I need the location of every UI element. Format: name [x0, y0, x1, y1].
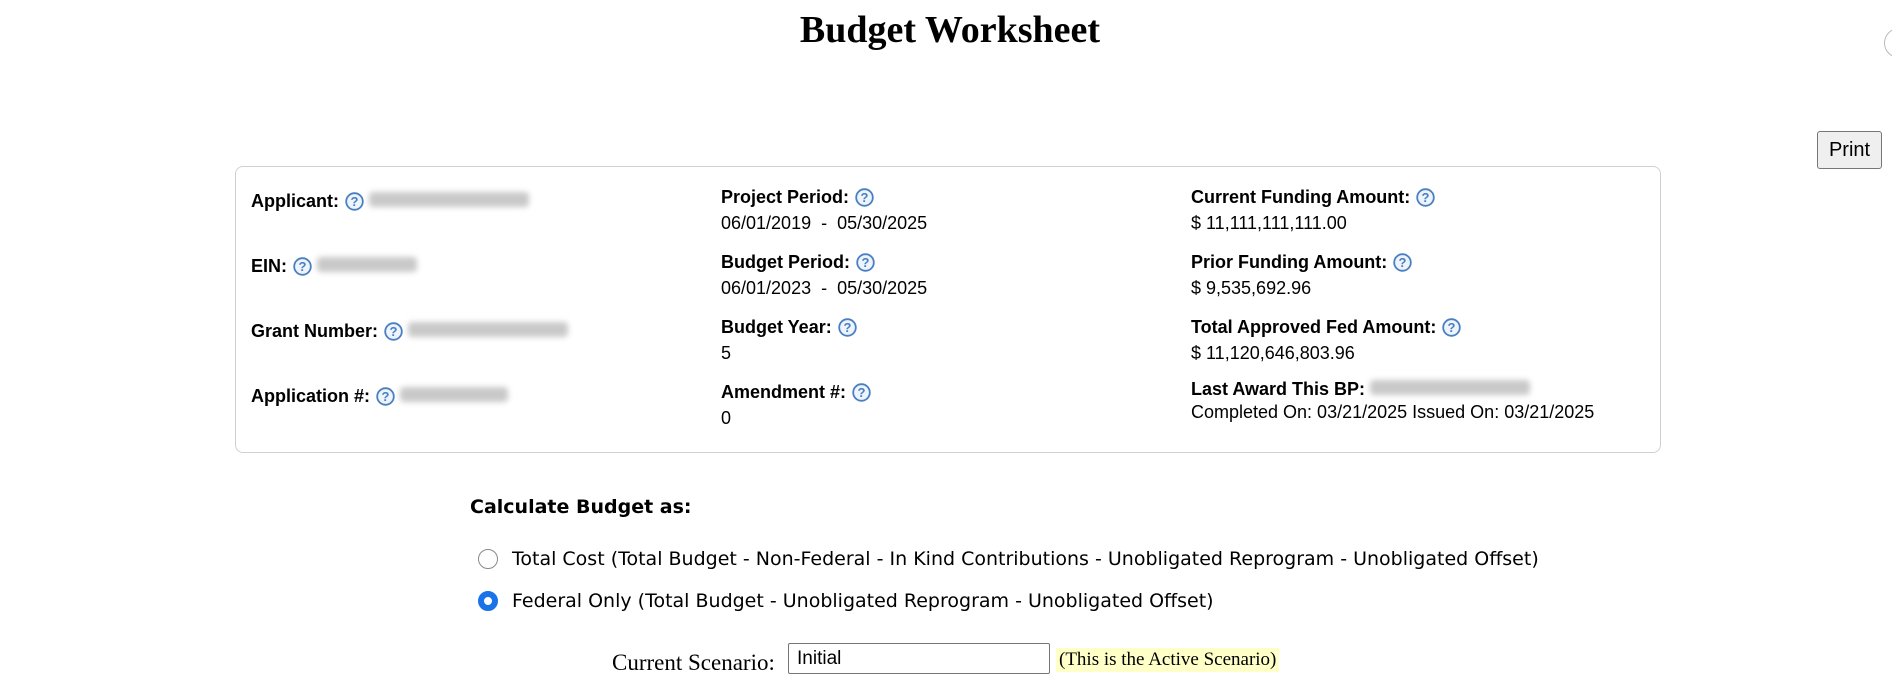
last-award-status: Completed On: 03/21/2025 Issued On: 03/21/2025 [1191, 402, 1595, 422]
help-icon[interactable] [376, 387, 395, 406]
help-icon[interactable] [1442, 318, 1461, 337]
applicant-label: Applicant: [251, 191, 339, 211]
svg-text:?: ? [350, 193, 359, 209]
help-icon[interactable] [838, 318, 857, 337]
grant-info-panel [235, 166, 1661, 453]
prior-funding-value: $ 9,535,692.96 [1191, 278, 1312, 298]
grant-number-value-redacted [408, 322, 568, 337]
total-cost-label[interactable]: Total Cost (Total Budget - Non-Federal - In Kind Contributions - Unobligated Reprogram - Unobligated Offset) [512, 548, 1539, 570]
svg-text:?: ? [1398, 254, 1407, 270]
total-cost-option[interactable] [478, 548, 1539, 570]
ein-value-redacted [317, 257, 417, 272]
federal-only-label[interactable]: Federal Only (Total Budget - Unobligated Reprogram - Unobligated Offset) [512, 590, 1214, 612]
prior-funding-label: Prior Funding Amount: [1191, 252, 1388, 272]
federal-only-radio[interactable] [478, 591, 498, 611]
federal-only-option[interactable] [478, 590, 1214, 612]
grant-number-field [251, 316, 568, 342]
current-scenario-label: Current Scenario: [612, 650, 775, 675]
budget-year-field [721, 316, 857, 364]
application-number-label: Application #: [251, 386, 371, 406]
svg-text:?: ? [843, 319, 852, 335]
calculate-budget-heading: Calculate Budget as: [470, 496, 692, 518]
budget-period-field [721, 251, 927, 299]
last-award-value-redacted [1370, 380, 1530, 395]
svg-text:?: ? [389, 323, 398, 339]
svg-text:?: ? [857, 384, 866, 400]
help-icon[interactable] [1393, 253, 1412, 272]
svg-text:?: ? [1447, 319, 1456, 335]
application-number-field [251, 381, 508, 407]
project-period-field [721, 186, 927, 234]
applicant-value-redacted [369, 192, 529, 207]
budget-year-value: 5 [721, 343, 732, 363]
svg-text:?: ? [861, 254, 870, 270]
budget-year-label: Budget Year: [721, 317, 832, 337]
svg-text:?: ? [381, 388, 390, 404]
print-button[interactable]: Print [1817, 131, 1882, 169]
last-award-label: Last Award This BP: [1191, 379, 1366, 399]
amendment-number-value: 0 [721, 408, 732, 428]
ein-field [251, 251, 417, 277]
amendment-number-label: Amendment #: [721, 382, 847, 402]
amendment-number-field [721, 381, 871, 429]
help-icon[interactable] [293, 257, 312, 276]
help-icon[interactable] [1416, 188, 1435, 207]
help-icon[interactable] [345, 192, 364, 211]
current-funding-value: $ 11,111,111,111.00 [1191, 213, 1347, 233]
page-title: Budget Worksheet [799, 9, 1101, 51]
svg-text:?: ? [298, 258, 307, 274]
budget-period-label: Budget Period: [721, 252, 850, 272]
help-icon[interactable] [384, 322, 403, 341]
project-period-value: 06/01/2019 - 05/30/2025 [721, 213, 928, 233]
help-icon[interactable] [852, 383, 871, 402]
total-approved-field [1191, 316, 1461, 364]
total-approved-label: Total Approved Fed Amount: [1191, 317, 1437, 337]
svg-text:?: ? [1421, 189, 1430, 205]
svg-text:?: ? [860, 189, 869, 205]
current-funding-label: Current Funding Amount: [1191, 187, 1411, 207]
last-award-field [1191, 377, 1594, 423]
active-scenario-note: (This is the Active Scenario) [1056, 648, 1279, 672]
project-period-label: Project Period: [721, 187, 850, 207]
help-icon[interactable] [855, 188, 874, 207]
ein-label: EIN: [251, 256, 287, 276]
total-approved-value: $ 11,120,646,803.96 [1191, 343, 1355, 363]
budget-period-value: 06/01/2023 - 05/30/2025 [721, 278, 928, 298]
prior-funding-field [1191, 251, 1412, 299]
current-scenario-input[interactable] [788, 643, 1050, 674]
application-number-value-redacted [400, 387, 508, 402]
total-cost-radio[interactable] [478, 549, 498, 569]
grant-number-label: Grant Number: [251, 321, 379, 341]
applicant-field [251, 186, 529, 212]
help-icon[interactable] [856, 253, 875, 272]
current-funding-field [1191, 186, 1435, 234]
